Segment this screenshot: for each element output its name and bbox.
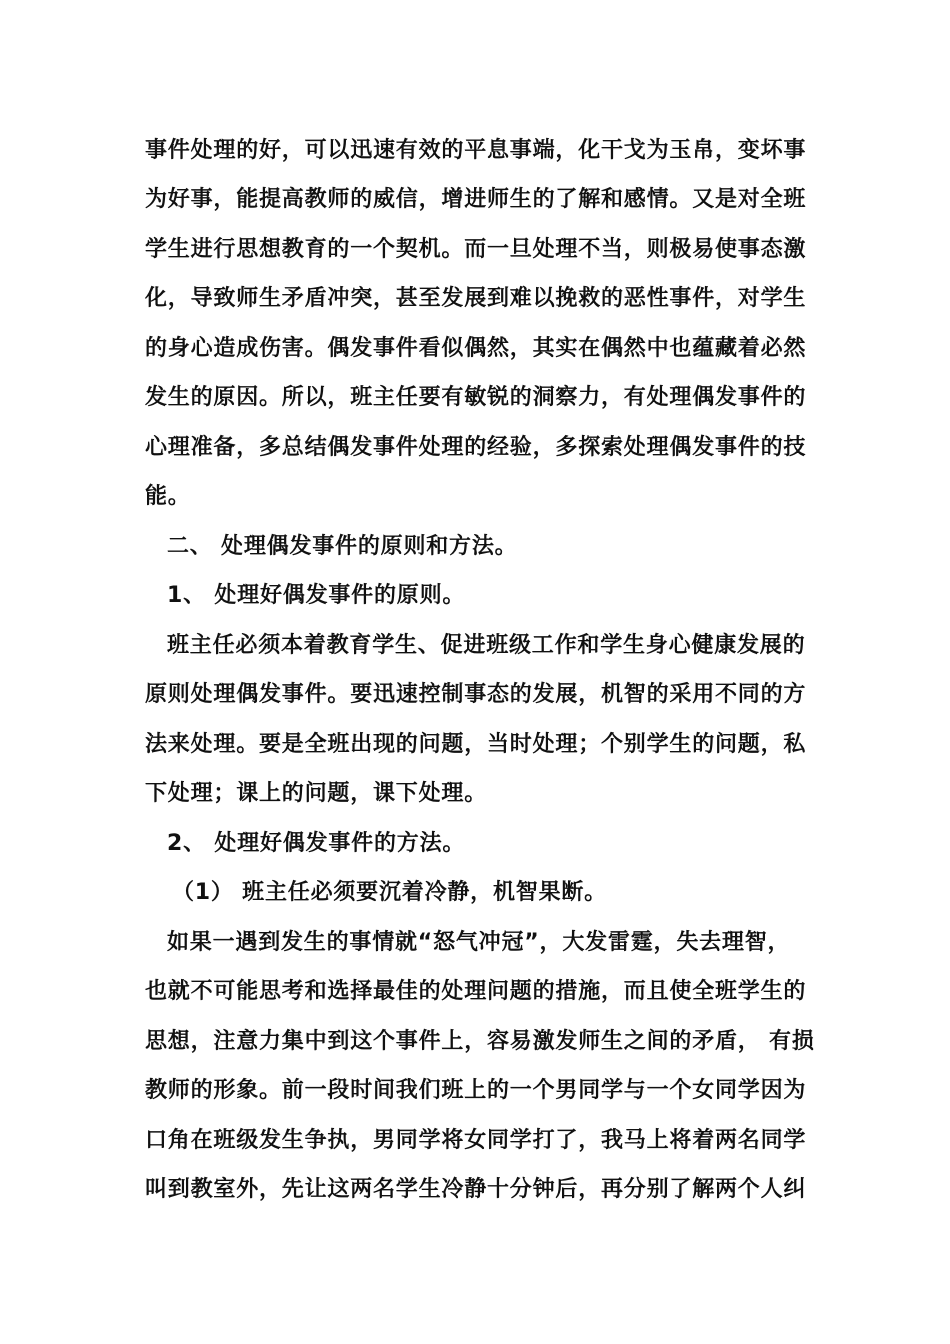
paragraph-line: 心理准备，多总结偶发事件处理的经验，多探索处理偶发事件的技 xyxy=(145,435,807,460)
paragraph-line: 能。 xyxy=(145,484,191,509)
section-heading: 二、 处理偶发事件的原则和方法。 xyxy=(167,534,518,559)
list-item-heading: （1） 班主任必须要沉着冷静，机智果断。 xyxy=(172,880,607,905)
paragraph-line: 化，导致师生矛盾冲突，甚至发展到难以挽救的恶性事件，对学生 xyxy=(145,286,807,311)
paragraph-line: 也就不可能思考和选择最佳的处理问题的措施，而且使全班学生的 xyxy=(145,979,807,1004)
paragraph-line: 班主任必须本着教育学生、促进班级工作和学生身心健康发展的 xyxy=(167,633,806,658)
paragraph-line: 的身心造成伤害。偶发事件看似偶然，其实在偶然中也蕴藏着必然 xyxy=(145,336,807,361)
paragraph-line: 叫到教室外，先让这两名学生冷静十分钟后，再分别了解两个人纠 xyxy=(145,1177,807,1202)
paragraph-line: 法来处理。要是全班出现的问题，当时处理；个别学生的问题，私 xyxy=(145,732,807,757)
paragraph-line: 口角在班级发生争执，男同学将女同学打了，我马上将着两名同学 xyxy=(145,1128,807,1153)
paragraph-line: 下处理；课上的问题，课下处理。 xyxy=(145,781,488,806)
paragraph-line: 为好事，能提高教师的威信，增进师生的了解和感情。又是对全班 xyxy=(145,187,807,212)
paragraph-line: 学生进行思想教育的一个契机。而一旦处理不当，则极易使事态激 xyxy=(145,237,807,262)
paragraph-line: 事件处理的好，可以迅速有效的平息事端，化干戈为玉帛，变坏事 xyxy=(145,138,807,163)
paragraph-line: 原则处理偶发事件。要迅速控制事态的发展，机智的采用不同的方 xyxy=(145,682,807,707)
paragraph-line: 思想，注意力集中到这个事件上，容易激发师生之间的矛盾， 有损 xyxy=(145,1029,815,1054)
paragraph-line: 教师的形象。前一段时间我们班上的一个男同学与一个女同学因为 xyxy=(145,1078,807,1103)
paragraph-line: 如果一遇到发生的事情就“怒气冲冠”，大发雷霆，失去理智， xyxy=(167,930,791,955)
paragraph-line: 发生的原因。所以，班主任要有敏锐的洞察力，有处理偶发事件的 xyxy=(145,385,807,410)
subsection-heading: 1、 处理好偶发事件的原则。 xyxy=(167,583,466,608)
subsection-heading: 2、 处理好偶发事件的方法。 xyxy=(167,831,466,856)
